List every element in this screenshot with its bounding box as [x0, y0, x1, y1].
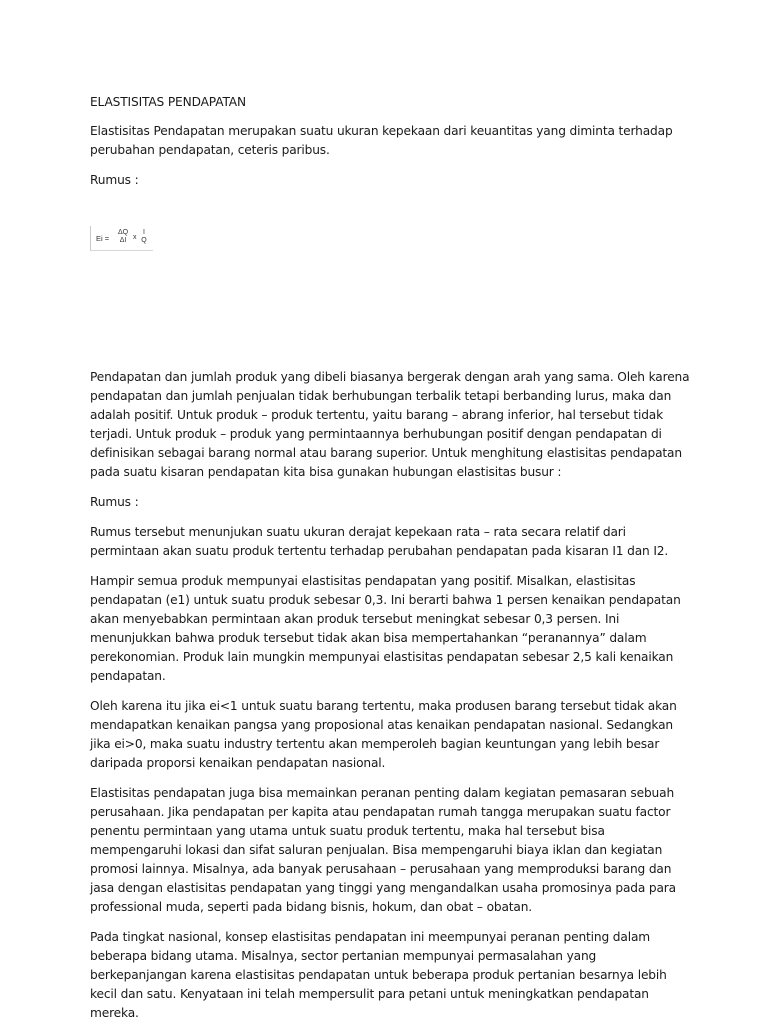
formula-num1: ΔQ [117, 229, 129, 236]
rumus-label: Rumus : [90, 173, 139, 187]
rumus-label-2: Rumus : [90, 495, 139, 509]
paragraph: Hampir semua produk mempunyai elastisitas pendapatan yang positif. Misalkan, elastisitas pendapatan (e1) untuk suatu produk sebesar 0,3. Ini berarti bahwa 1 persen kenaikan pendapatan akan menyebabkan permintaan akan produk tersebut meningkat sebesar 0,3 persen. Ini menunjukkan bahwa produk tersebut tidak akan bisa mempertahankan “peranannya” dalam perekonomian. Produk lain mungkin mempunyai elastisitas pendapatan sebesar 2,5 kali kenaikan pendapatan. [90, 574, 681, 683]
document-page [90, 93, 690, 1034]
paragraph: Elastisitas pendapatan juga bisa memainkan peranan penting dalam kegiatan pemasaran sebuah perusahaan. Jika pendapatan per kapita atau pendapatan rumah tangga merupakan suatu factor penentu permintaan yang utama untuk suatu produk tertentu, maka hal tersebut bisa mempengaruhi lokasi dan sifat saluran penjualan. Bisa mempengaruhi biaya iklan dan kegiatan promosi lainnya. Misalnya, ada banyak perusahaan – perusahaan yang memproduksi barang dan jasa dengan elastisitas pendapatan yang tinggi yang mengandalkan usaha promosinya pada para professional muda, seperti pada bidang bisnis, hokum, dan obat – obatan. [90, 786, 676, 914]
paragraph: Rumus tersebut menunjukan suatu ukuran derajat kepekaan rata – rata secara relatif dari permintaan akan suatu produk tertentu terhadap perubahan pendapatan pada kisaran I1 dan I2. [90, 525, 669, 558]
formula-den2: Q [141, 237, 147, 244]
document-title: ELASTISITAS PENDAPATAN [90, 95, 246, 109]
formula-num2: I [143, 229, 145, 236]
paragraph: Pendapatan dan jumlah produk yang dibeli biasanya bergerak dengan arah yang sama. Oleh karena pendapatan dan jumlah penjualan tidak berhubungan terbalik tetapi berbanding lurus, maka dan adalah positif. Untuk produk – produk tertentu, yaitu barang – abrang inferior, hal tersebut tidak terjadi. Untuk produk – produk yang permintaannya berhubungan positif dengan pendapatan di definisikan sebagai barang normal atau barang superior. Untuk menghitung elastisitas pendapatan pada suatu kisaran pendapatan kita bisa gunakan hubungan elastisitas busur : [90, 370, 690, 479]
paragraph: Oleh karena itu jika ei<1 untuk suatu barang tertentu, maka produsen barang tersebut tidak akan mendapatkan kenaikan pangsa yang proposional atas kenaikan pendapatan nasional. Sedangkan jika ei>0, maka suatu industry tertentu akan memperoleh bagian keuntungan yang lebih besar daripada proporsi kenaikan pendapatan nasional. [90, 699, 677, 770]
paragraph: Pada tingkat nasional, konsep elastisitas pendapatan ini meempunyai peranan penting dalam beberapa bidang utama. Misalnya, sector pertanian mempunyai permasalahan yang berkepanjangan karena elastisitas pendapatan untuk beberapa produk pertanian besarnya lebih kecil dan satu. Kenyataan ini telah mempersulit para petani untuk meningkatkan pendapatan mereka. [90, 930, 667, 1020]
formula-times: x [133, 234, 137, 241]
formula-fraction-1 [116, 229, 130, 245]
formula-image [90, 226, 153, 251]
formula-lhs: Ei = [96, 234, 110, 243]
intro-paragraph: Elastisitas Pendapatan merupakan suatu ukuran kepekaan dari keuantitas yang diminta terhadap perubahan pendapatan, ceteris paribus. [90, 124, 673, 157]
body-text [90, 368, 690, 1023]
formula-fraction-2 [140, 229, 148, 245]
formula-den1: ΔI [119, 237, 127, 244]
